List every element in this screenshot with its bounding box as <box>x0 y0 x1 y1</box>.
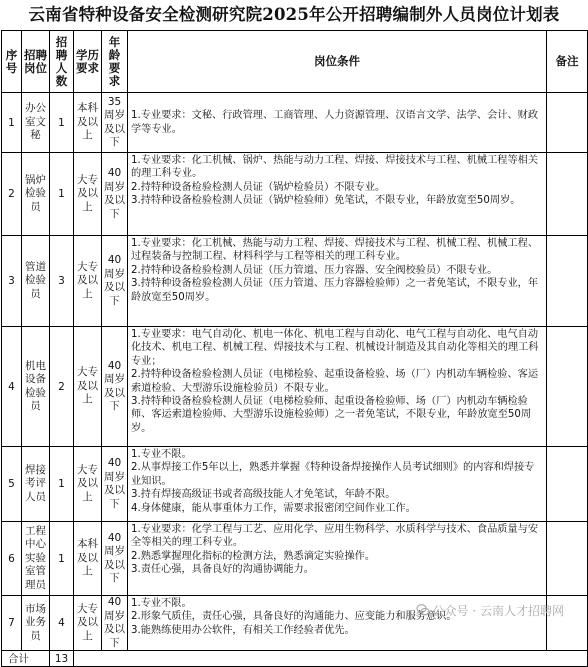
document-title: 云南省特种设备安全检测研究院2025年公开招聘编制外人员岗位计划表 <box>28 5 560 24</box>
table-row <box>2 153 588 236</box>
condition-item: 2.持特种设备检验检测人员证（电梯检验、起重设备检验、场（厂）内机动车辆检验、客运索道检验、大型游乐设施检验员）不限专业。 <box>131 369 539 394</box>
row-note <box>547 236 588 327</box>
row-seq: 1 <box>2 93 22 153</box>
row-seq: 5 <box>2 447 22 522</box>
row-count: 2 <box>50 327 74 447</box>
condition-item: 2.从事焊接工作5年以上，熟悉并掌握《特种设备焊接操作人员考试细则》的内容和焊接专业知识。 <box>131 462 535 487</box>
row-age: 40周岁及以下 <box>102 447 128 522</box>
header-conditions: 岗位条件 <box>128 31 547 93</box>
header-seq: 序号 <box>2 31 22 93</box>
table-row <box>2 93 588 153</box>
header-row <box>2 31 588 93</box>
row-conditions <box>128 522 547 596</box>
row-edu: 大专及以上 <box>74 596 102 651</box>
row-seq: 2 <box>2 153 22 236</box>
row-post: 管道检验员 <box>22 236 50 327</box>
condition-item: 2.持特种设备检验检测人员证（压力管道、压力容器、安全阀校验员）不限专业。 <box>131 264 498 276</box>
condition-item: 1.专业要求：化学工程与工艺、应用化学、应用生物科学、水质科学与技术、食品质量与安全等相关的理工科专业。 <box>131 524 539 549</box>
header-age: 年龄要求 <box>102 31 128 93</box>
condition-item: 1.专业要求：化工机械、热能与动力工程、焊接、焊接技术与工程、机械工程、机械工程、过程装备与控制工程、材料科学与工程等相关的理工科专业。 <box>131 238 539 263</box>
row-note <box>547 93 588 153</box>
row-count: 1 <box>50 447 74 522</box>
header-post: 招聘岗位 <box>22 31 50 93</box>
row-conditions <box>128 447 547 522</box>
row-conditions <box>128 327 547 447</box>
recruitment-table <box>1 30 588 667</box>
condition-item: 1.专业要求：文秘、行政管理、工商管理、人力资源管理、汉语言文学、法学、会计、财政学等专业。 <box>131 110 539 135</box>
row-count: 4 <box>50 596 74 651</box>
row-seq: 4 <box>2 327 22 447</box>
row-conditions <box>128 93 547 153</box>
condition-item: 3.责任心强，具备良好的沟通协调能力。 <box>131 564 314 576</box>
row-age: 40周岁及以下 <box>102 327 128 447</box>
row-edu: 本科及以上 <box>74 93 102 153</box>
row-age: 35周岁及以下 <box>102 93 128 153</box>
header-count: 招聘人数 <box>50 31 74 93</box>
condition-item: 3.持特种设备检验检测人员证（锅炉检验师）免笔试，不限专业，年龄放宽至50周岁。 <box>131 195 521 207</box>
row-conditions <box>128 236 547 327</box>
row-edu: 本科及以上 <box>74 522 102 596</box>
condition-item: 2.持特种设备检验检测人员证（锅炉检验员）不限专业。 <box>131 181 386 193</box>
condition-item: 1.专业要求：化工机械、锅炉、热能与动力工程、焊接、焊接技术与工程、机械工程等相关的理工科专业。 <box>131 155 539 180</box>
row-age: 40周岁及以下 <box>102 522 128 596</box>
condition-item: 1.专业不限。 <box>131 598 192 609</box>
condition-item: 3.持有焊接高级证书或者高级技能人才免笔试，年龄不限。 <box>131 489 396 501</box>
row-edu: 大专及以上 <box>74 236 102 327</box>
table-row <box>2 522 588 596</box>
row-post: 工程中心实验室管理员 <box>22 522 50 596</box>
row-count: 1 <box>50 522 74 596</box>
row-note <box>547 447 588 522</box>
row-age: 40周岁及以下 <box>102 596 128 651</box>
total-empty <box>74 651 588 667</box>
condition-item: 1.专业要求：电气自动化、机电一体化、机电工程与自动化、电气工程与自动化、电气自动化技术、机电工程、机械工程、焊接技术与工程、机械设计制造及其自动化等相关的理工科专业； <box>131 329 539 367</box>
row-post: 办公室文秘 <box>22 93 50 153</box>
total-label: 合计 <box>2 651 50 667</box>
row-seq: 7 <box>2 596 22 651</box>
row-edu: 大专及以上 <box>74 327 102 447</box>
row-post: 机电设备检验员 <box>22 327 50 447</box>
total-row <box>2 651 588 667</box>
watermark-text: 公众号 · 云南人才招聘网 <box>432 604 564 618</box>
row-post: 市场业务员 <box>22 596 50 651</box>
header-note: 备注 <box>547 31 588 93</box>
watermark <box>416 602 564 619</box>
row-note <box>547 522 588 596</box>
condition-item: 1.专业不限。 <box>131 449 192 460</box>
row-age: 40周岁及以下 <box>102 153 128 236</box>
table-row <box>2 327 588 447</box>
condition-item: 2.形象气质佳，责任心强，具备良好的沟通能力、应变能力和服务意识。 <box>131 611 457 623</box>
total-count: 13 <box>50 651 74 667</box>
condition-item: 4.身体健康，能从事重体力工作，需要求报密闭空间作业工作。 <box>131 502 416 514</box>
row-seq: 6 <box>2 522 22 596</box>
row-edu: 大专及以上 <box>74 153 102 236</box>
condition-item: 2.熟悉掌握理化指标的检测方法，熟悉滴定实验操作。 <box>131 550 376 562</box>
row-age: 40周岁及以下 <box>102 236 128 327</box>
condition-item: 3.能熟练使用办公软件，有相关工作经验者优先。 <box>131 624 355 636</box>
condition-item: 3.持特种设备检验检测人员证（压力管道、压力容器检验师）之一者免笔试，不限专业，年龄放宽至50周岁。 <box>131 278 539 303</box>
condition-item: 3.持特种设备检验检测人员证（电梯检验师、起重设备检验师、场（厂）内机动车辆检验师、客运索道检验师、大型游乐设施检验师）之一者免笔试，不限专业，年龄放宽至50周岁。 <box>131 396 532 434</box>
row-count: 3 <box>50 236 74 327</box>
table-row <box>2 447 588 522</box>
row-count: 1 <box>50 93 74 153</box>
row-seq: 3 <box>2 236 22 327</box>
table-row <box>2 236 588 327</box>
row-post: 焊接考评人员 <box>22 447 50 522</box>
row-note <box>547 153 588 236</box>
row-edu: 大专及以上 <box>74 447 102 522</box>
row-post: 锅炉检验员 <box>22 153 50 236</box>
row-count: 1 <box>50 153 74 236</box>
header-edu: 学历要求 <box>74 31 102 93</box>
row-conditions <box>128 153 547 236</box>
wechat-icon <box>416 603 430 617</box>
row-note <box>547 327 588 447</box>
